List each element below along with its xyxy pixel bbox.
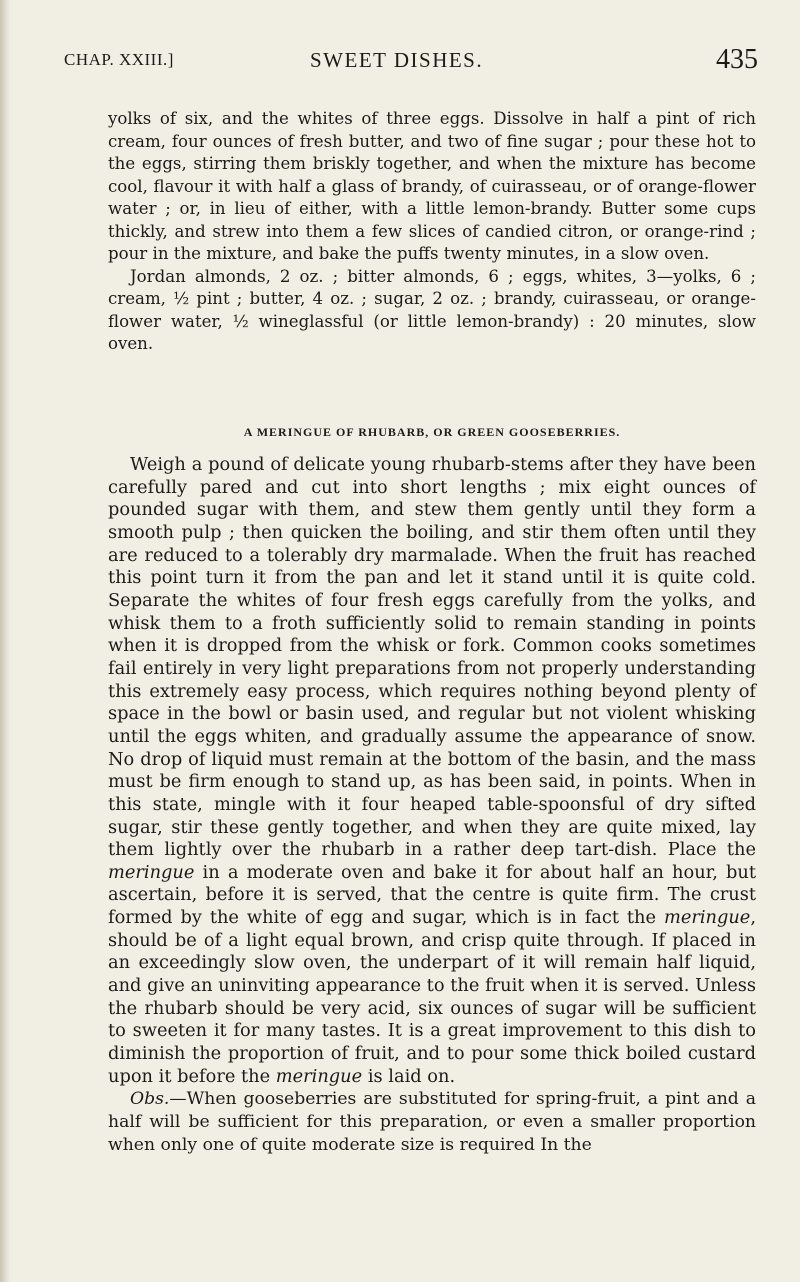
observation-paragraph (108, 1088, 756, 1156)
italic-term: meringue (275, 1065, 363, 1087)
page-number: 435 (716, 44, 758, 75)
recipe-heading: A MERINGUE OF RHUBARB, OR GREEN GOOSEBERRIES. (243, 425, 621, 439)
meringue-recipe (108, 454, 756, 1156)
page-edge-shadow (0, 0, 10, 1282)
chapter-label: CHAP. XXIII.] (64, 50, 174, 69)
ingredients-summary: Jordan almonds, 2 oz. ; bitter almonds, 6 ; eggs, whites, 3—yolks, 6 ; cream, ½ pint ; butter, 4 oz. ; sugar, 2 oz. ; brandy, cuirasseau, or orange-flower water, ½ wineglassful (or little lemon-brandy) : 20 minutes, slow oven. (108, 266, 756, 353)
running-title: SWEET DISHES. (310, 48, 484, 72)
italic-term: meringue (108, 861, 195, 883)
recipe-continuation (108, 108, 756, 356)
text-run: Weigh a pound of delicate young rhubarb-stems after they have been carefully pared and cut into short lengths ; mix eight ounces of pounded sugar with them, and stew them gently until they form a smooth pulp ; then quicken the boiling, and stir them often until they are reduced to a tolerably dry marmalade. When the fruit has reached this point turn it from the pan and let it stand until it is quite cold. Separate the whites of four fresh eggs carefully from the yolks, and whisk them to a froth sufficiently solid to remain standing in points when it is dropped from the whisk or fork. Common cooks sometimes fail entirely in very light preparations from not properly understanding this extremely easy process, which requires nothing beyond plenty of space in the bowl or basin used, and regular but not violent whisking until the eggs whiten, and gradually assume the appearance of snow. No drop of liquid must remain at the bottom of the basin, and the mass must be firm enough to stand up, as has been said, in points. When in this state, mingle with it four heaped table-spoonsful of dry sifted sugar, stir these gently together, and when they are quite mixed, lay them lightly over the rhubarb in a rather deep tart-dish. Place the (108, 454, 756, 861)
text-run: , should be of a light equal brown, and crisp quite through. If placed in an exceedingly slow oven, the underpart of it will remain half liquid, and give an uninviting appearance to the fruit when it is served. Unless the rhubarb should be very acid, six ounces of sugar will be sufficient to sweeten it for many tastes. It is a great improvement to this dish to diminish the proportion of fruit, and to pour some thick boiled custard upon it before the (108, 907, 756, 1087)
running-header (58, 44, 758, 80)
recipe-paragraph (108, 454, 756, 1088)
obs-label: Obs. (130, 1089, 170, 1110)
italic-term: meringue (663, 907, 751, 929)
obs-text: —When gooseberries are substituted for spring-fruit, a pint and a half will be sufficient for this preparation, or even a smaller proportion when only one of quite moderate size is required In the (108, 1089, 756, 1155)
continuation-paragraph: yolks of six, and the whites of three eggs. Dissolve in half a pint of rich cream, four ounces of fresh butter, and two of fine sugar ; pour these hot to the eggs, stirring them briskly together, and when the mixture has become cool, flavour it with half a glass of brandy, of cuirasseau, or of orange-flower water ; or, in lieu of either, with a little lemon-brandy. Butter some cups thickly, and strew into them a few slices of candied citron, or orange-rind ; pour in the mixture, and bake the puffs twenty minutes, in a slow oven. (108, 109, 756, 263)
text-run: in a moderate oven and bake it for about half an hour, but ascertain, before it is served, that the centre is quite firm. The crust formed by the white of egg and sugar, which is in fact the (108, 861, 756, 929)
text-run: is laid on. (362, 1065, 456, 1087)
